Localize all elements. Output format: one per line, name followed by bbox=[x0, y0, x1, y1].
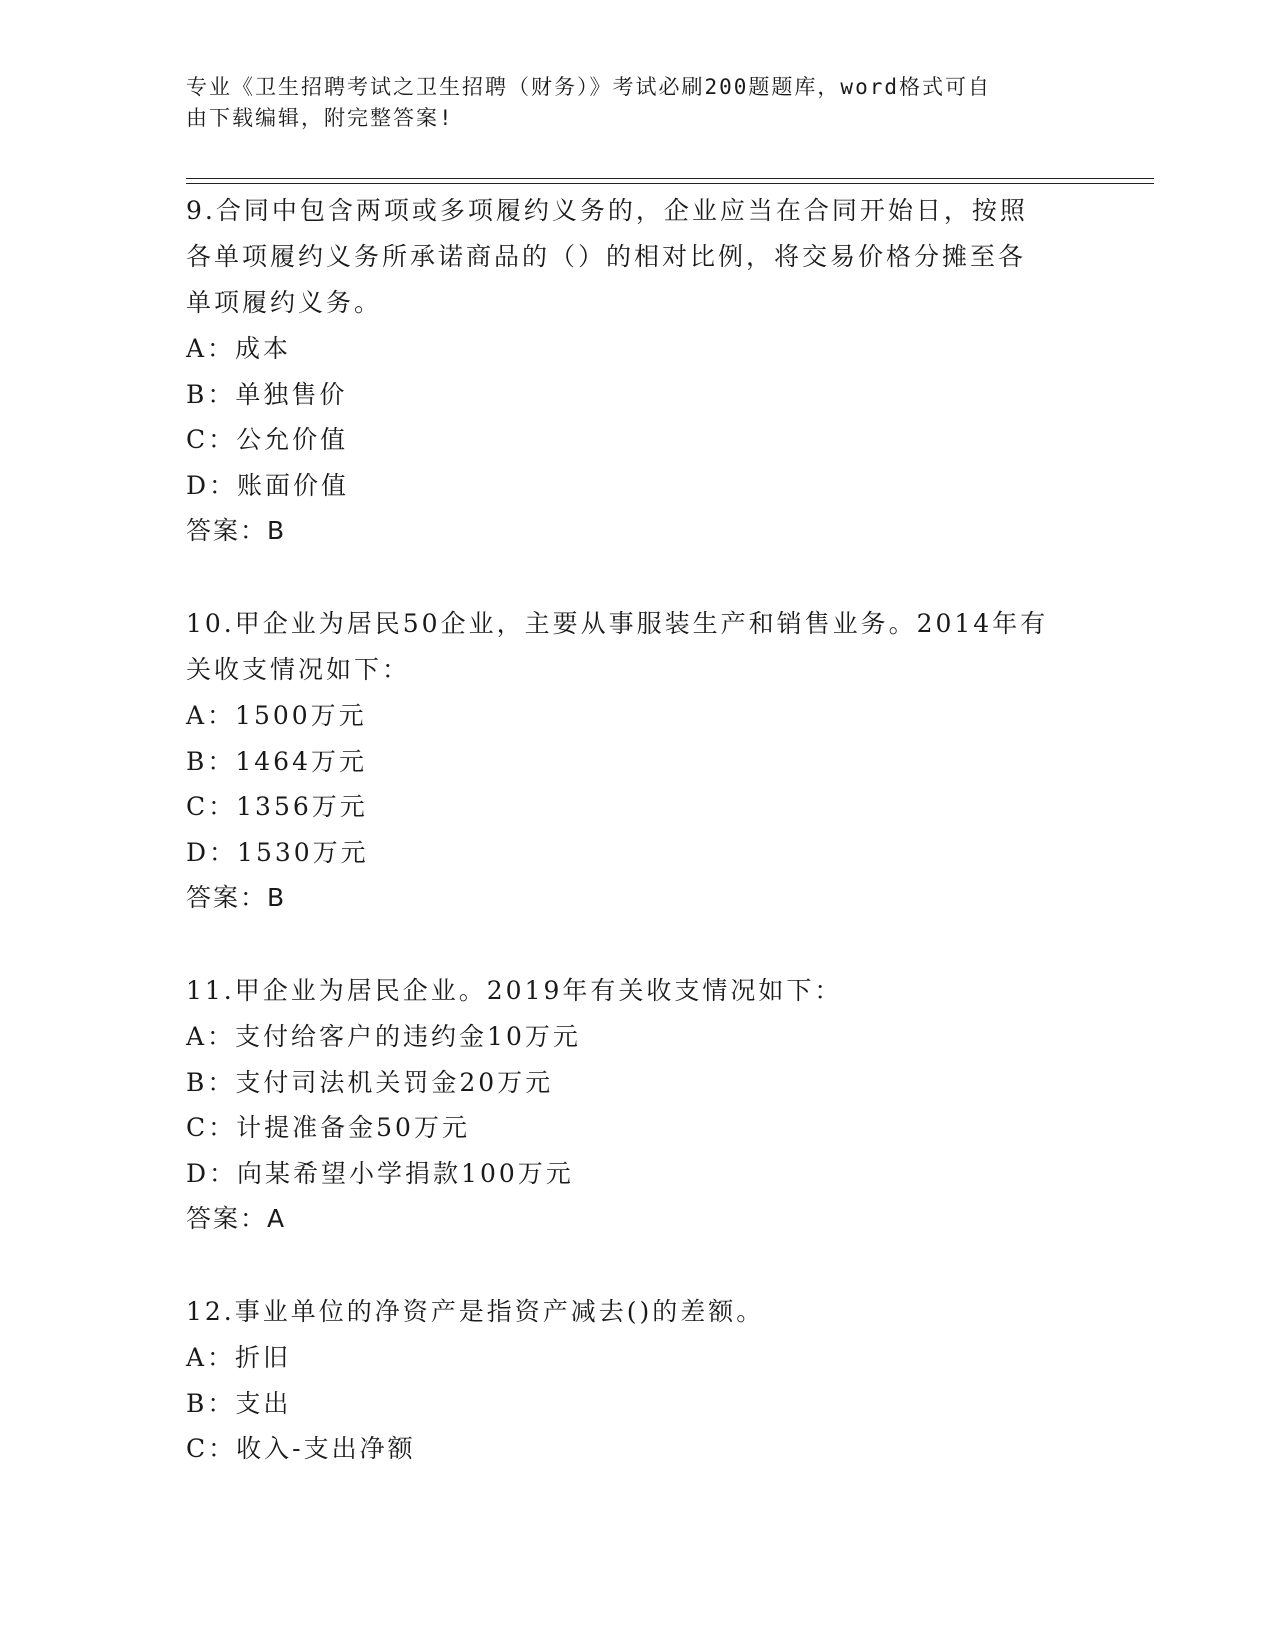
document-header bbox=[186, 72, 1066, 134]
option-c: C：计提准备金50万元 bbox=[186, 1113, 470, 1142]
option-d: D：向某希望小学捐款100万元 bbox=[186, 1158, 574, 1188]
option-b: B：1464万元 bbox=[186, 746, 367, 776]
header-divider bbox=[186, 178, 1154, 179]
option-c: C：公允价值 bbox=[186, 425, 349, 454]
answer: 答案：B bbox=[186, 516, 287, 545]
option-a: A：折旧 bbox=[186, 1343, 292, 1372]
question-item bbox=[186, 188, 1066, 554]
question-list bbox=[186, 188, 1066, 1472]
answer: 答案：B bbox=[186, 883, 287, 912]
header-divider bbox=[186, 183, 1154, 184]
question-stem: 10.甲企业为居民50企业，主要从事服装生产和销售业务。2014年有 bbox=[186, 609, 1049, 638]
option-c: C：1356万元 bbox=[186, 792, 368, 821]
question-stem: 各单项履约义务所承诺商品的（）的相对比例，将交易价格分摊至各 bbox=[186, 242, 1027, 271]
question-stem: 关收支情况如下： bbox=[186, 655, 411, 684]
option-d: D：1530万元 bbox=[186, 837, 369, 867]
question-item bbox=[186, 1289, 1066, 1472]
option-a: A：支付给客户的违约金10万元 bbox=[186, 1022, 581, 1051]
option-b: B：支出 bbox=[186, 1388, 292, 1418]
option-b: B：支付司法机关罚金20万元 bbox=[186, 1067, 554, 1097]
option-c: C：收入-支出净额 bbox=[186, 1434, 416, 1463]
answer: 答案：A bbox=[186, 1204, 287, 1233]
question-item bbox=[186, 601, 1066, 921]
question-stem: 11.甲企业为居民企业。2019年有关收支情况如下： bbox=[186, 976, 843, 1005]
question-stem: 单项履约义务。 bbox=[186, 288, 383, 317]
option-b: B：单独售价 bbox=[186, 379, 348, 409]
option-a: A：1500万元 bbox=[186, 701, 367, 730]
question-stem: 12.事业单位的净资产是指资产减去()的差额。 bbox=[186, 1297, 765, 1326]
header-line: 由下载编辑，附完整答案! bbox=[186, 106, 454, 130]
question-stem: 9.合同中包含两项或多项履约义务的，企业应当在合同开始日，按照 bbox=[186, 196, 1028, 225]
header-line: 专业《卫生招聘考试之卫生招聘（财务）》考试必刷200题题库，word格式可自 bbox=[186, 75, 991, 99]
option-d: D：账面价值 bbox=[186, 470, 350, 500]
option-a: A：成本 bbox=[186, 334, 292, 363]
question-item bbox=[186, 968, 1066, 1242]
